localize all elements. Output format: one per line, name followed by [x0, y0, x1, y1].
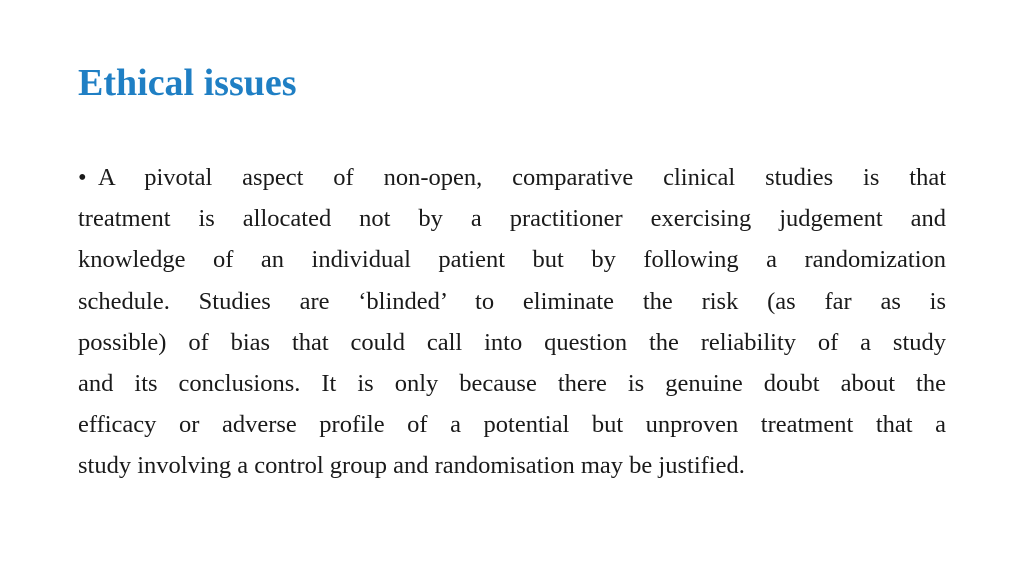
bullet-line-6: and its conclusions. It is only because there is genuine doubt about the: [78, 370, 946, 398]
slide-title: Ethical issues: [78, 62, 297, 104]
bullet-text-line: A pivotal aspect of non-open, comparative clinical studies is that: [98, 164, 946, 191]
bullet-line-1: [78, 157, 946, 198]
bullet-line-2: treatment is allocated not by a practitioner exercising judgement and: [78, 205, 946, 233]
bullet-line-8: study involving a control group and randomisation may be justified.: [78, 452, 745, 480]
bullet-line-5: possible) of bias that could call into question the reliability of a study: [78, 328, 946, 356]
bullet-point-icon: •: [78, 164, 87, 191]
bullet-line-7: efficacy or adverse profile of a potential but unproven treatment that a: [78, 411, 946, 439]
bullet-paragraph: [78, 157, 946, 487]
bullet-line-3: knowledge of an individual patient but by following a randomization: [78, 246, 946, 274]
bullet-line-4: schedule. Studies are ‘blinded’ to eliminate the risk (as far as is: [78, 287, 946, 315]
